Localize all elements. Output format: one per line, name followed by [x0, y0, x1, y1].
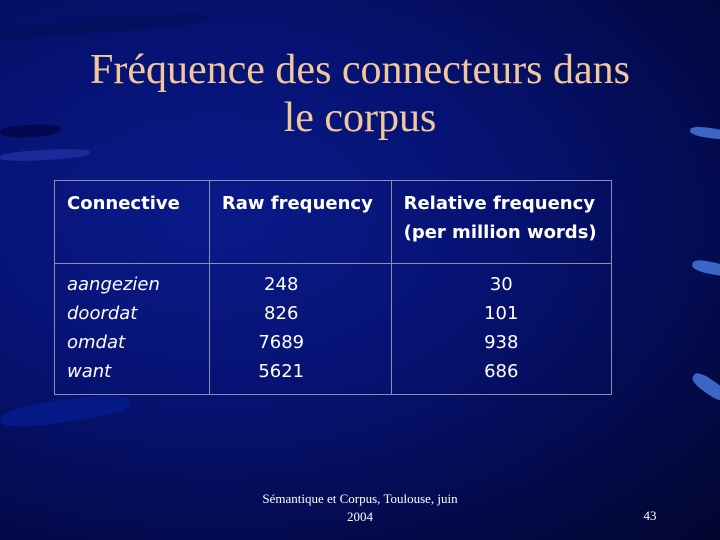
raw-value: 826 — [264, 303, 299, 324]
footer-line1: Sémantique et Corpus, Toulouse, juin — [262, 491, 458, 506]
frequency-table — [54, 180, 612, 395]
connective-cell — [55, 264, 210, 395]
raw-frequency-cell — [209, 264, 391, 395]
page-number: 43 — [643, 508, 657, 523]
background-streak — [691, 258, 720, 278]
table-row — [55, 264, 612, 395]
header-raw-frequency: Raw frequency — [209, 181, 391, 264]
relative-value: 686 — [484, 361, 519, 382]
background-streak — [690, 370, 720, 404]
relative-value: 30 — [489, 274, 513, 295]
slide-title — [40, 46, 680, 142]
raw-value: 7689 — [258, 332, 305, 353]
background-streak — [0, 391, 131, 431]
slide-title-line2: le corpus — [283, 95, 437, 141]
slide-title-line1: Fréquence des connecteurs dans — [90, 47, 630, 93]
slide-footer — [244, 490, 476, 526]
raw-value: 5621 — [258, 361, 305, 382]
raw-value: 248 — [264, 274, 299, 295]
header-connective: Connective — [55, 181, 210, 264]
table-header-row — [55, 181, 612, 264]
connective-item: doordat — [67, 303, 138, 324]
footer-line2: 2004 — [347, 509, 373, 524]
background-streak — [0, 148, 90, 163]
relative-value: 938 — [484, 332, 519, 353]
background-streak — [0, 11, 210, 40]
relative-value: 101 — [484, 303, 519, 324]
connective-item: want — [67, 361, 112, 382]
connective-item: aangezien — [67, 274, 160, 295]
header-relative-frequency: Relative frequency (per million words) — [391, 181, 611, 264]
relative-frequency-cell — [391, 264, 611, 395]
background-streak — [689, 125, 720, 140]
connective-item: omdat — [67, 332, 126, 353]
